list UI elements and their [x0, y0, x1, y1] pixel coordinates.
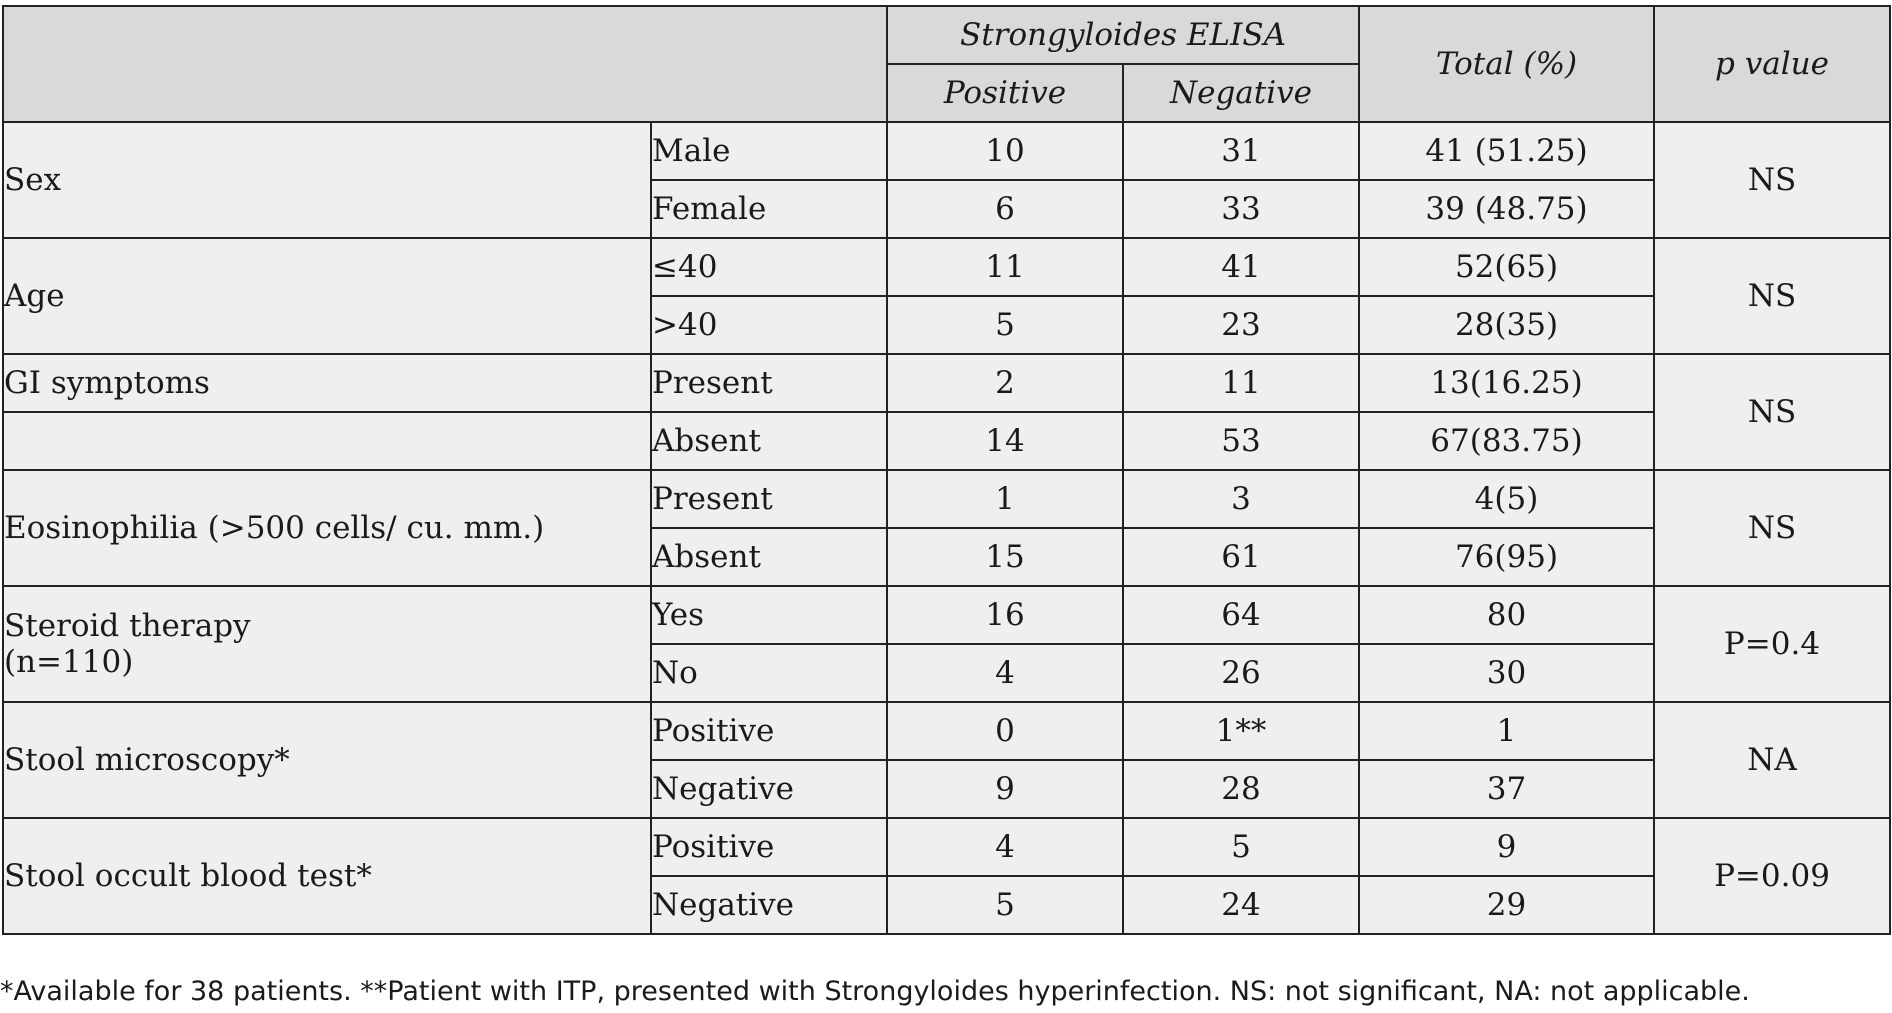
cell-total: 52(65)	[1359, 238, 1654, 296]
row-category: Age	[3, 238, 651, 354]
cell-positive: 4	[887, 818, 1123, 876]
cell-positive: 1	[887, 470, 1123, 528]
row-subcategory: ≤40	[651, 238, 887, 296]
row-subcategory: Positive	[651, 702, 887, 760]
table-row	[3, 238, 1890, 296]
cell-pvalue: NS	[1654, 470, 1890, 586]
header-positive: Positive	[887, 64, 1123, 122]
row-category: GI symptoms	[3, 354, 651, 412]
row-subcategory: Present	[651, 354, 887, 412]
cell-positive: 9	[887, 760, 1123, 818]
cell-total: 4(5)	[1359, 470, 1654, 528]
cell-positive: 10	[887, 122, 1123, 180]
cell-pvalue: NS	[1654, 354, 1890, 470]
row-subcategory: >40	[651, 296, 887, 354]
cell-positive: 16	[887, 586, 1123, 644]
cell-negative: 53	[1123, 412, 1359, 470]
table-row	[3, 818, 1890, 876]
table-row	[3, 586, 1890, 644]
cell-pvalue: P=0.09	[1654, 818, 1890, 934]
row-subcategory: Absent	[651, 528, 887, 586]
header-blank-cell	[3, 6, 887, 122]
cell-positive: 11	[887, 238, 1123, 296]
cell-total: 29	[1359, 876, 1654, 934]
cell-pvalue: NS	[1654, 122, 1890, 238]
row-subcategory: Present	[651, 470, 887, 528]
cell-positive: 2	[887, 354, 1123, 412]
row-category: Eosinophilia (>500 cells/ cu. mm.)	[3, 470, 651, 586]
cell-negative: 41	[1123, 238, 1359, 296]
cell-negative: 61	[1123, 528, 1359, 586]
row-subcategory: Male	[651, 122, 887, 180]
header-elisa: Strongyloides ELISA	[887, 6, 1359, 64]
cell-negative: 5	[1123, 818, 1359, 876]
cell-positive: 5	[887, 876, 1123, 934]
table-row	[3, 412, 1890, 470]
cell-total: 39 (48.75)	[1359, 180, 1654, 238]
cell-negative: 33	[1123, 180, 1359, 238]
cell-negative: 1**	[1123, 702, 1359, 760]
table-row	[3, 470, 1890, 528]
cell-total: 80	[1359, 586, 1654, 644]
results-table	[2, 5, 1891, 935]
row-category: Stool microscopy*	[3, 702, 651, 818]
cell-positive: 4	[887, 644, 1123, 702]
cell-pvalue: P=0.4	[1654, 586, 1890, 702]
cell-total: 41 (51.25)	[1359, 122, 1654, 180]
row-subcategory: Positive	[651, 818, 887, 876]
cell-total: 76(95)	[1359, 528, 1654, 586]
cell-pvalue: NS	[1654, 238, 1890, 354]
header-negative: Negative	[1123, 64, 1359, 122]
row-category: Steroid therapy (n=110)	[3, 586, 651, 702]
cell-pvalue: NA	[1654, 702, 1890, 818]
cell-positive: 14	[887, 412, 1123, 470]
cell-negative: 28	[1123, 760, 1359, 818]
cell-positive: 6	[887, 180, 1123, 238]
cell-negative: 11	[1123, 354, 1359, 412]
cell-total: 67(83.75)	[1359, 412, 1654, 470]
row-subcategory: Absent	[651, 412, 887, 470]
row-category	[3, 412, 651, 470]
row-category: Stool occult blood test*	[3, 818, 651, 934]
cell-negative: 24	[1123, 876, 1359, 934]
row-category: Sex	[3, 122, 651, 238]
table-row	[3, 354, 1890, 412]
cell-negative: 23	[1123, 296, 1359, 354]
table-row	[3, 122, 1890, 180]
footnote: *Available for 38 patients. **Patient with ITP, presented with Strongyloides hyperinfection. NS: not significant, NA: not applicable.	[0, 976, 1750, 1007]
cell-total: 37	[1359, 760, 1654, 818]
row-subcategory: Yes	[651, 586, 887, 644]
cell-positive: 0	[887, 702, 1123, 760]
row-subcategory: Female	[651, 180, 887, 238]
cell-negative: 31	[1123, 122, 1359, 180]
table-body	[3, 122, 1890, 934]
table-row	[3, 702, 1890, 760]
cell-total: 13(16.25)	[1359, 354, 1654, 412]
cell-total: 1	[1359, 702, 1654, 760]
cell-total: 28(35)	[1359, 296, 1654, 354]
header-total: Total (%)	[1359, 6, 1654, 122]
cell-negative: 26	[1123, 644, 1359, 702]
cell-positive: 15	[887, 528, 1123, 586]
cell-negative: 64	[1123, 586, 1359, 644]
cell-total: 9	[1359, 818, 1654, 876]
row-subcategory: Negative	[651, 760, 887, 818]
cell-total: 30	[1359, 644, 1654, 702]
header-pvalue: p value	[1654, 6, 1890, 122]
row-subcategory: Negative	[651, 876, 887, 934]
row-subcategory: No	[651, 644, 887, 702]
cell-negative: 3	[1123, 470, 1359, 528]
cell-positive: 5	[887, 296, 1123, 354]
